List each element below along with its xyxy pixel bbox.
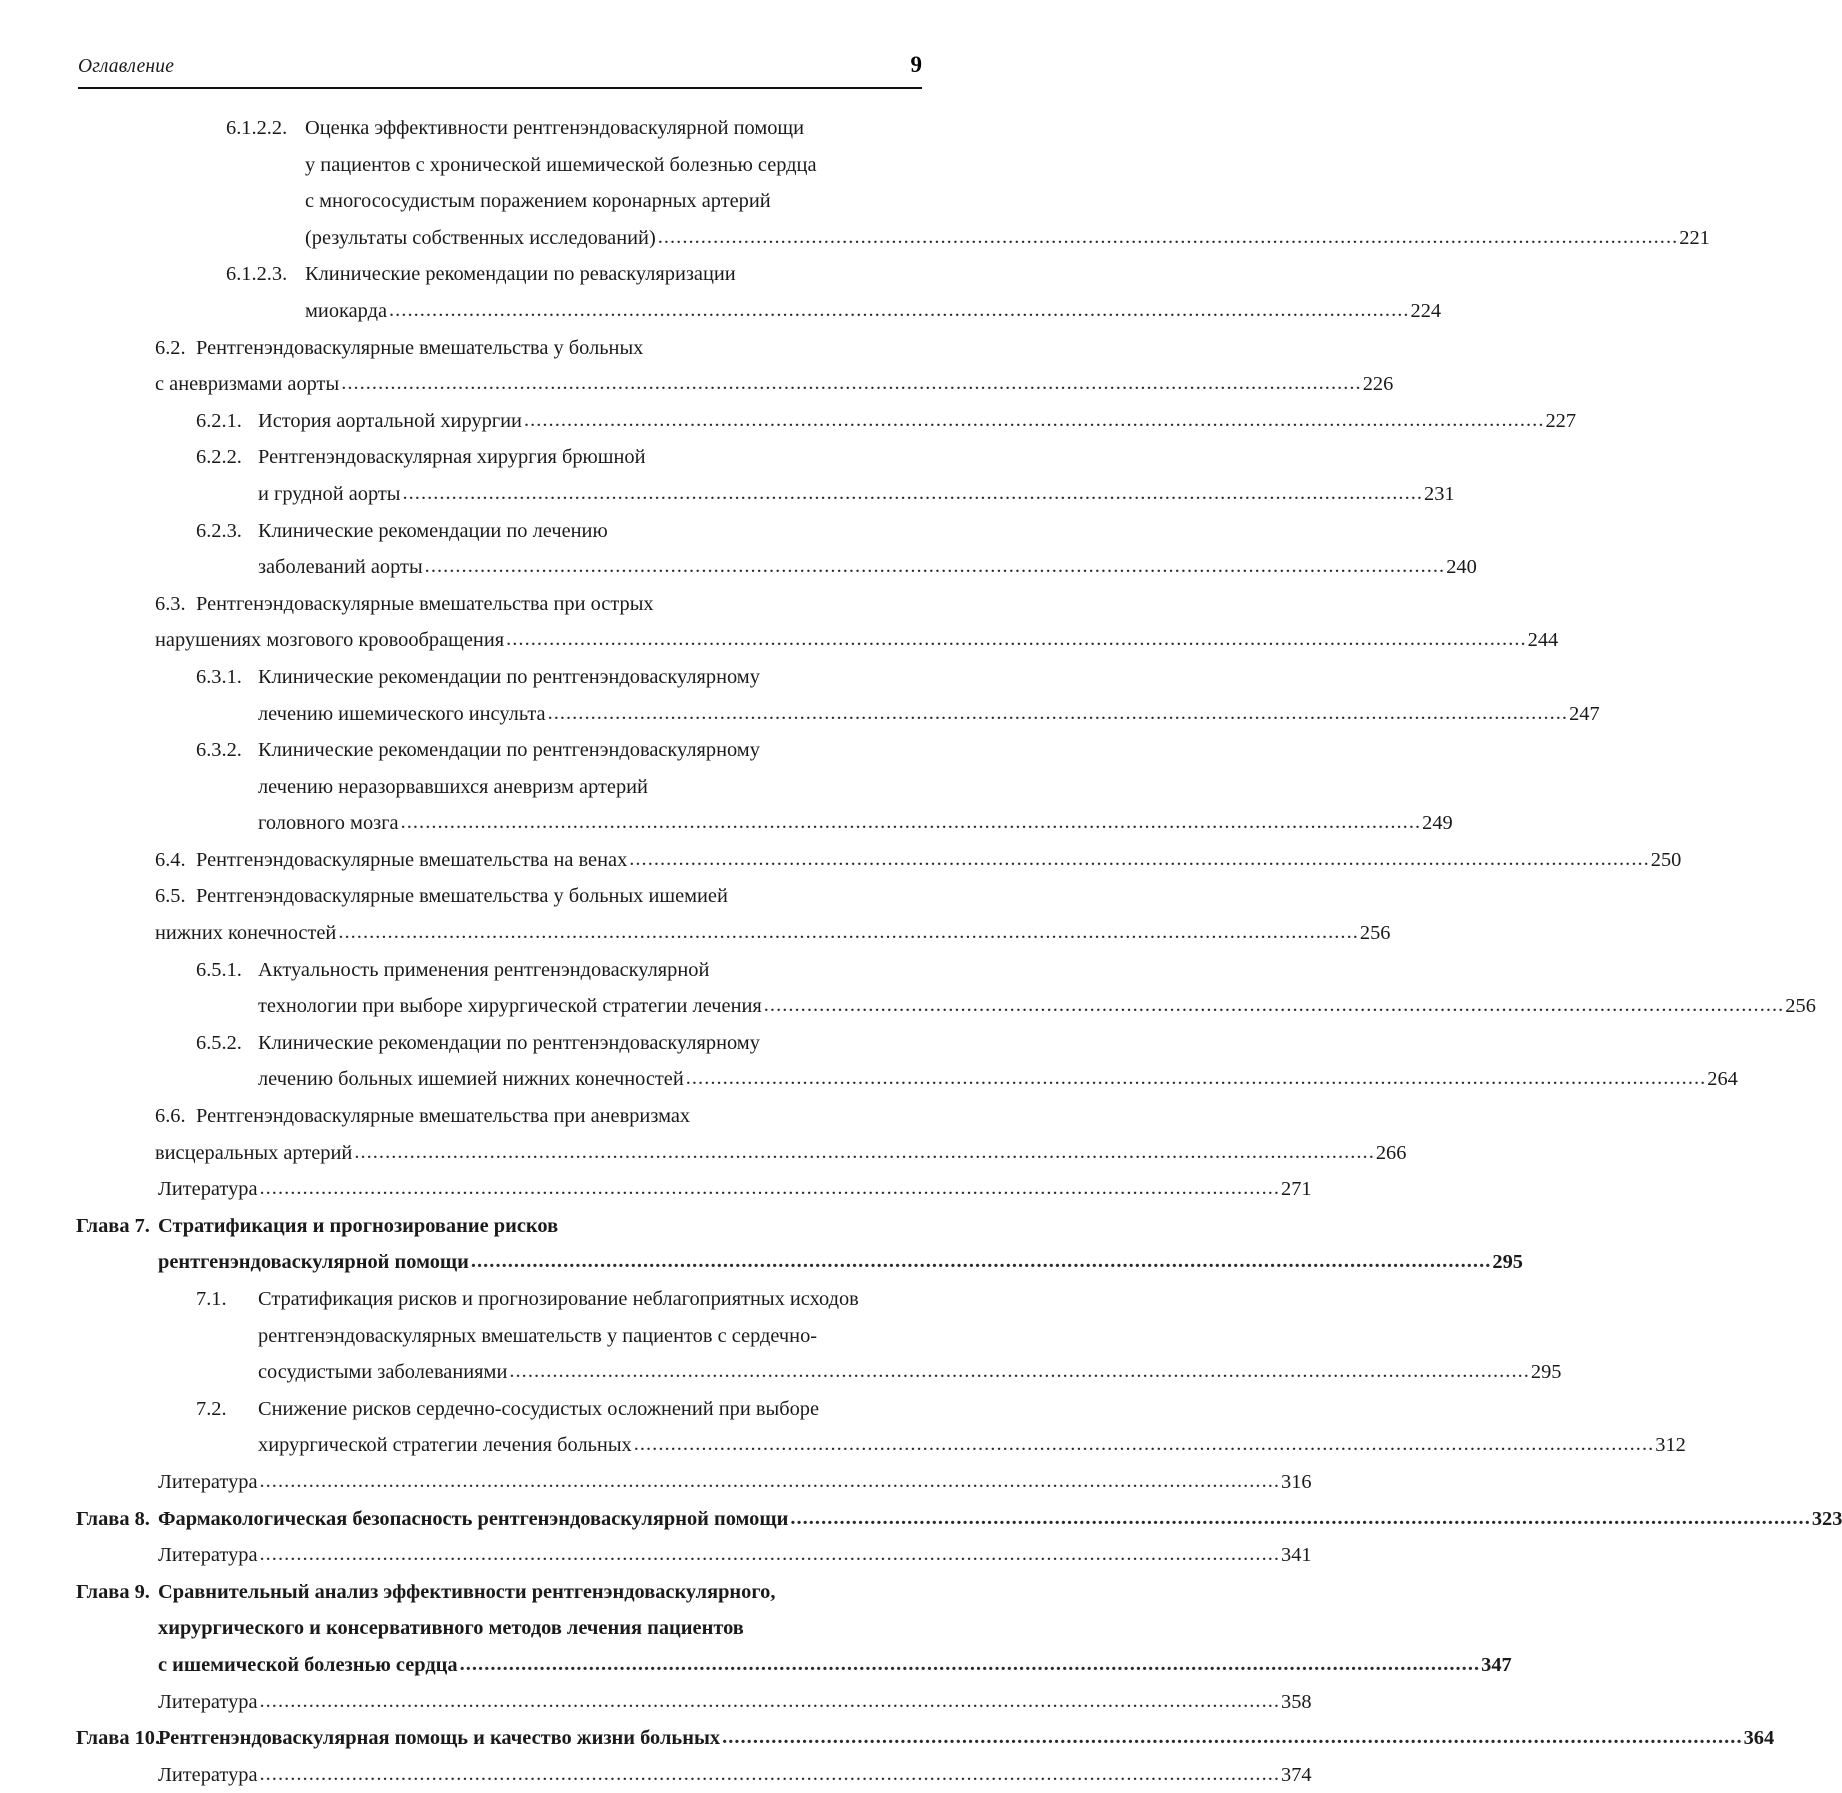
toc-entry-label: Клинические рекомендации по рентгенэндоваскулярному <box>258 665 760 688</box>
toc-entry-number: 6.2.3. <box>196 519 242 542</box>
toc-entry-title-last-line <box>158 1684 1312 1721</box>
toc-entry-label: с аневризмами аорты <box>155 373 340 396</box>
dot-leader <box>260 1683 1281 1720</box>
toc-line <box>78 1208 922 1245</box>
toc-line <box>78 988 1816 1025</box>
dot-leader <box>401 804 1422 841</box>
toc-entry-title-last-line <box>258 1427 1686 1464</box>
dot-leader <box>548 695 1569 732</box>
toc-entry-label: лечению неразорвавшихся аневризм артерий <box>258 775 648 798</box>
toc-entry-label: Клинические рекомендации по рентгенэндоваскулярному <box>258 739 760 762</box>
toc-entry-title-line <box>258 1318 922 1355</box>
dot-leader <box>389 292 1410 329</box>
toc-entry-title-last-line <box>196 842 1682 879</box>
toc-entry-label: висцеральных артерий <box>155 1141 353 1164</box>
toc-entry-title-line <box>305 183 922 220</box>
toc-line <box>78 439 922 476</box>
dot-leader <box>658 219 1679 256</box>
toc-entry-6-1-2-3[interactable] <box>78 256 1442 329</box>
toc-entry-page-number: 226 <box>1362 373 1394 396</box>
toc-line <box>78 1244 1523 1281</box>
toc-line <box>76 1501 1842 1538</box>
toc-entry-page-number: 358 <box>1281 1690 1312 1713</box>
toc-entry-number: 6.5. <box>155 885 186 908</box>
toc-line <box>78 1464 1312 1501</box>
toc-entry-number: 6.3. <box>155 592 186 615</box>
toc-line <box>78 1098 922 1135</box>
toc-entry-6-3-1[interactable] <box>78 659 1600 732</box>
toc-entry-page-number: 374 <box>1281 1763 1312 1786</box>
toc-entry-label: Рентгенэндоваскулярные вмешательства при аневризмах <box>196 1105 691 1128</box>
toc-entry-page-number: 227 <box>1545 409 1577 432</box>
toc-entry-page-number: 247 <box>1569 702 1600 725</box>
toc-line <box>78 842 1682 879</box>
toc-line <box>78 1281 922 1318</box>
toc-entry-page-number: 364 <box>1743 1727 1775 1750</box>
toc-entry-title-line <box>196 1098 922 1135</box>
toc-entry-6-5-1[interactable] <box>78 952 1816 1025</box>
toc-entry-label: заболеваний аорты <box>258 556 423 579</box>
toc-entry-label: лечению больных ишемией нижних конечностей <box>258 1068 684 1091</box>
toc-entry-lit-8[interactable] <box>78 1537 1312 1574</box>
toc-entry-label: рентгенэндоваскулярных вмешательств у пациентов с сердечно- <box>258 1324 818 1347</box>
toc-entry-label: Рентгенэндоваскулярная помощь и качество жизни больных <box>158 1727 721 1750</box>
toc-entry-lit-9[interactable] <box>78 1684 1312 1721</box>
dot-leader <box>341 365 1362 402</box>
toc-line <box>78 769 922 806</box>
dot-leader <box>506 621 1527 658</box>
toc-entry-6-2[interactable] <box>78 330 1394 403</box>
toc-entry-page-number: 295 <box>1530 1361 1562 1384</box>
toc-entry-label: (результаты собственных исследований) <box>305 226 656 249</box>
toc-entry-title-last-line <box>158 1537 1312 1574</box>
toc-line <box>78 1025 922 1062</box>
toc-line <box>78 293 1442 330</box>
toc-entry-page-number: 323 <box>1811 1507 1842 1530</box>
dot-leader <box>790 1500 1811 1537</box>
toc-entry-label: Актуальность применения рентгенэндоваскулярной <box>258 958 710 981</box>
toc-entry-glava-10[interactable] <box>76 1720 1775 1757</box>
toc-line <box>78 1061 1738 1098</box>
toc-entry-page-number: 347 <box>1481 1653 1512 1676</box>
toc-entry-6-2-1[interactable] <box>78 403 1577 440</box>
toc-entry-7-1[interactable] <box>78 1281 1562 1391</box>
toc-line <box>78 1574 922 1611</box>
running-head <box>78 52 922 90</box>
toc-entry-title-last-line <box>158 1171 1312 1208</box>
toc-entry-page-number: 295 <box>1492 1251 1523 1274</box>
toc-line <box>78 915 1391 952</box>
toc-entry-label: Оценка эффективности рентгенэндоваскулярной помощи <box>305 117 805 139</box>
toc-line <box>78 549 1477 586</box>
toc-entry-title-last-line <box>158 1757 1312 1793</box>
toc-entry-label: Рентгенэндоваскулярная хирургия брюшной <box>258 446 646 469</box>
toc-entry-number: 6.6. <box>155 1105 186 1128</box>
toc-entry-page-number: 256 <box>1785 995 1816 1018</box>
toc-entry-title-last-line <box>158 1464 1312 1501</box>
toc-entry-title-line <box>258 1281 922 1318</box>
dot-leader <box>764 987 1785 1024</box>
toc-entry-page-number: 249 <box>1422 812 1453 835</box>
toc-entry-title-line <box>305 256 922 293</box>
toc-entry-title-line <box>158 1610 922 1647</box>
toc-entry-label: История аортальной хирургии <box>258 409 522 432</box>
toc-entry-6-2-2[interactable] <box>78 439 1455 512</box>
toc-entry-label: Литература <box>158 1544 258 1567</box>
toc-entry-label: рентгенэндоваскулярной помощи <box>158 1251 469 1274</box>
toc-entry-label: Клинические рекомендации по реваскуляризации <box>305 263 736 286</box>
toc-entry-title-line <box>258 769 922 806</box>
toc-entry-6-3[interactable] <box>78 586 1559 659</box>
toc-line <box>78 220 1710 257</box>
toc-entry-title-last-line <box>258 988 1816 1025</box>
toc-entry-page-number: 341 <box>1281 1544 1312 1567</box>
toc-entry-label: хирургического и консервативного методов лечения пациентов <box>158 1617 744 1640</box>
toc-entry-label: Литература <box>158 1178 258 1201</box>
toc-line <box>78 805 1453 842</box>
toc-entry-number: 6.2.2. <box>196 446 242 469</box>
toc-entry-lit-7[interactable] <box>78 1464 1312 1501</box>
toc-entry-page-number: 256 <box>1359 922 1391 945</box>
toc-entry-title-last-line <box>305 293 1442 330</box>
toc-entry-title-last-line <box>305 220 1710 257</box>
toc-entry-page-number: 221 <box>1679 226 1710 249</box>
toc-entry-title-line <box>158 1574 922 1611</box>
dot-leader <box>403 475 1424 512</box>
toc-entry-title-last-line <box>258 1354 1562 1391</box>
toc-entry-label: Снижение рисков сердечно-сосудистых осложнений при выборе <box>258 1397 820 1420</box>
toc-entry-page-number: 244 <box>1527 629 1559 652</box>
toc-entry-label: с ишемической болезнью сердца <box>158 1653 458 1676</box>
toc-line <box>78 1684 1312 1721</box>
toc-entry-page-number: 271 <box>1281 1178 1312 1201</box>
toc-entry-title-line <box>258 952 922 989</box>
toc-entry-page-number: 250 <box>1650 848 1682 871</box>
toc-entry-number: Глава 7. <box>76 1214 150 1237</box>
toc-entry-title-last-line <box>155 622 1559 659</box>
dot-leader <box>509 1353 1530 1390</box>
toc-entry-6-5[interactable] <box>78 878 1391 951</box>
dot-leader <box>354 1134 1375 1171</box>
toc-entry-label: Рентгенэндоваскулярные вмешательства у больных ишемией <box>196 885 728 908</box>
toc-entry-label: Литература <box>158 1690 258 1713</box>
toc-line <box>78 878 922 915</box>
toc-entry-title-last-line <box>258 696 1600 733</box>
toc-entry-label: хирургической стратегии лечения больных <box>258 1434 632 1457</box>
toc-entry-title-last-line <box>155 366 1394 403</box>
toc-entry-title-last-line <box>258 476 1455 513</box>
toc-entry-page-number: 224 <box>1410 299 1442 322</box>
toc-entry-label: технологии при выборе хирургической стратегии лечения <box>258 995 762 1018</box>
toc-entry-number: 6.3.2. <box>196 739 242 762</box>
toc-entry-title-line <box>258 513 922 550</box>
dot-leader <box>629 841 1650 878</box>
toc-line <box>78 1354 1562 1391</box>
page-number: 9 <box>910 52 922 77</box>
toc-entry-7-2[interactable] <box>78 1391 1686 1464</box>
dot-leader <box>460 1646 1481 1683</box>
toc-entry-6-1-2-2[interactable] <box>78 110 1710 256</box>
dot-leader <box>338 914 1359 951</box>
toc-entry-label: миокарда <box>305 299 388 322</box>
toc-line <box>78 1391 922 1428</box>
toc-entry-6-5-2[interactable] <box>78 1025 1738 1098</box>
toc-entry-lit-6[interactable] <box>78 1171 1312 1208</box>
toc-entry-lit-10[interactable] <box>78 1757 1312 1793</box>
toc-entry-label: Стратификация рисков и прогнозирование неблагоприятных исходов <box>258 1288 859 1310</box>
toc-line <box>78 476 1455 513</box>
toc-entry-number: 6.1.2.3. <box>226 263 288 286</box>
toc-entry-page-number: 240 <box>1446 556 1477 579</box>
toc-entry-number: 6.5.2. <box>196 1031 242 1054</box>
toc-entry-title-last-line <box>258 1061 1738 1098</box>
dot-leader <box>260 1756 1281 1793</box>
toc-entry-page-number: 312 <box>1655 1434 1686 1457</box>
toc-entry-6-4[interactable] <box>78 842 1682 879</box>
toc-entry-title-last-line <box>258 549 1477 586</box>
dot-leader <box>722 1719 1743 1756</box>
toc-line <box>78 1537 1312 1574</box>
toc-line <box>78 952 922 989</box>
toc-entry-number: 6.5.1. <box>196 958 242 981</box>
toc-entry-title-line <box>258 732 922 769</box>
toc-line <box>78 1647 1512 1684</box>
toc-entry-glava-9[interactable] <box>76 1574 1512 1684</box>
toc-line <box>78 1135 1407 1172</box>
toc-entry-title-last-line <box>155 915 1391 952</box>
dot-leader <box>260 1536 1281 1573</box>
toc-line <box>78 1171 1312 1208</box>
header-rule <box>78 87 922 89</box>
toc-line <box>78 183 922 220</box>
running-head-title: Оглавление <box>78 56 175 77</box>
toc-line <box>78 1610 922 1647</box>
toc-line <box>76 1720 1775 1757</box>
toc-entry-page-number: 266 <box>1375 1141 1407 1164</box>
toc-entry-number: 6.3.1. <box>196 665 242 688</box>
toc-entry-glava-8[interactable] <box>76 1501 1842 1538</box>
toc-entry-title-line <box>196 878 922 915</box>
toc-entry-label: у пациентов с хронической ишемической болезнью сердца <box>305 153 817 176</box>
toc-entry-title-last-line <box>155 1135 1407 1172</box>
toc-entry-label: Литература <box>158 1763 258 1786</box>
dot-leader <box>425 548 1446 585</box>
toc-entry-number: 6.4. <box>155 848 186 871</box>
toc-entry-page-number: 264 <box>1707 1068 1738 1091</box>
toc-entry-title-last-line <box>158 1647 1512 1684</box>
dot-leader <box>260 1170 1281 1207</box>
toc-entry-page-number: 316 <box>1281 1470 1312 1493</box>
toc-line <box>78 586 922 623</box>
toc-entry-label: нижних конечностей <box>155 922 337 945</box>
toc-entry-title-last-line <box>158 1720 1775 1757</box>
dot-leader <box>260 1463 1281 1500</box>
toc-entry-title-line <box>158 1208 922 1245</box>
toc-entry-6-6[interactable] <box>78 1098 1407 1171</box>
toc-entry-number: 7.1. <box>196 1288 227 1310</box>
toc-entry-title-line <box>305 147 922 184</box>
toc-entry-label: Клинические рекомендации по лечению <box>258 519 608 542</box>
toc-entry-title-line <box>258 1391 922 1428</box>
toc-entry-6-3-2[interactable] <box>78 732 1453 842</box>
toc-entry-label: Рентгенэндоваскулярные вмешательства при острых <box>196 592 654 615</box>
toc-line <box>78 147 922 184</box>
toc-entry-label: сосудистыми заболеваниями <box>258 1361 508 1384</box>
toc-entry-label: Литература <box>158 1470 258 1493</box>
table-of-contents <box>76 110 1842 1793</box>
toc-entry-title-line <box>258 439 922 476</box>
toc-entry-label: головного мозга <box>258 812 399 835</box>
toc-entry-label: нарушениях мозгового кровообращения <box>155 629 505 652</box>
toc-entry-label: Фармакологическая безопасность рентгенэндоваскулярной помощи <box>158 1507 789 1530</box>
toc-line <box>78 366 1394 403</box>
toc-entry-title-last-line <box>258 403 1577 440</box>
toc-entry-label: Рентгенэндоваскулярные вмешательства у больных <box>196 336 644 359</box>
toc-entry-6-2-3[interactable] <box>78 513 1477 586</box>
toc-entry-number: 6.2.1. <box>196 409 242 432</box>
toc-entry-label: и грудной аорты <box>258 482 401 505</box>
toc-entry-number: 6.1.2.2. <box>226 117 288 139</box>
toc-line <box>78 732 922 769</box>
toc-entry-label: Сравнительный анализ эффективности рентгенэндоваскулярного, <box>158 1580 776 1603</box>
toc-entry-title-line <box>196 330 922 367</box>
dot-leader <box>634 1426 1655 1463</box>
toc-entry-number: 6.2. <box>155 336 186 359</box>
toc-line <box>78 1318 922 1355</box>
toc-entry-title-line <box>305 110 922 147</box>
toc-entry-page-number: 231 <box>1424 482 1455 505</box>
toc-entry-number: 7.2. <box>196 1397 227 1420</box>
toc-entry-title-line <box>196 586 922 623</box>
toc-entry-label: Клинические рекомендации по рентгенэндоваскулярному <box>258 1031 760 1054</box>
toc-entry-number: Глава 9. <box>76 1580 150 1603</box>
toc-entry-label: Рентгенэндоваскулярные вмешательства на венах <box>196 848 628 871</box>
toc-entry-label: с многососудистым поражением коронарных артерий <box>305 190 771 213</box>
toc-line <box>78 110 922 147</box>
toc-line <box>78 330 922 367</box>
dot-leader <box>524 402 1545 439</box>
toc-entry-title-last-line <box>158 1244 1523 1281</box>
toc-entry-glava-7[interactable] <box>76 1208 1523 1281</box>
toc-line <box>78 256 922 293</box>
toc-entry-title-last-line <box>158 1501 1842 1538</box>
toc-line <box>78 622 1559 659</box>
toc-line <box>78 659 922 696</box>
toc-entry-label: Стратификация и прогнозирование рисков <box>158 1214 559 1237</box>
toc-line <box>78 513 922 550</box>
toc-line <box>78 1427 1686 1464</box>
toc-entry-number: Глава 10. <box>76 1727 161 1750</box>
toc-line <box>78 696 1600 733</box>
toc-entry-title-line <box>258 1025 922 1062</box>
toc-line <box>78 403 1577 440</box>
toc-entry-label: лечению ишемического инсульта <box>258 702 546 725</box>
dot-leader <box>471 1243 1492 1280</box>
toc-entry-number: Глава 8. <box>76 1507 150 1530</box>
toc-entry-title-line <box>258 659 922 696</box>
dot-leader <box>686 1060 1707 1097</box>
toc-entry-title-last-line <box>258 805 1453 842</box>
toc-line <box>78 1757 1312 1793</box>
